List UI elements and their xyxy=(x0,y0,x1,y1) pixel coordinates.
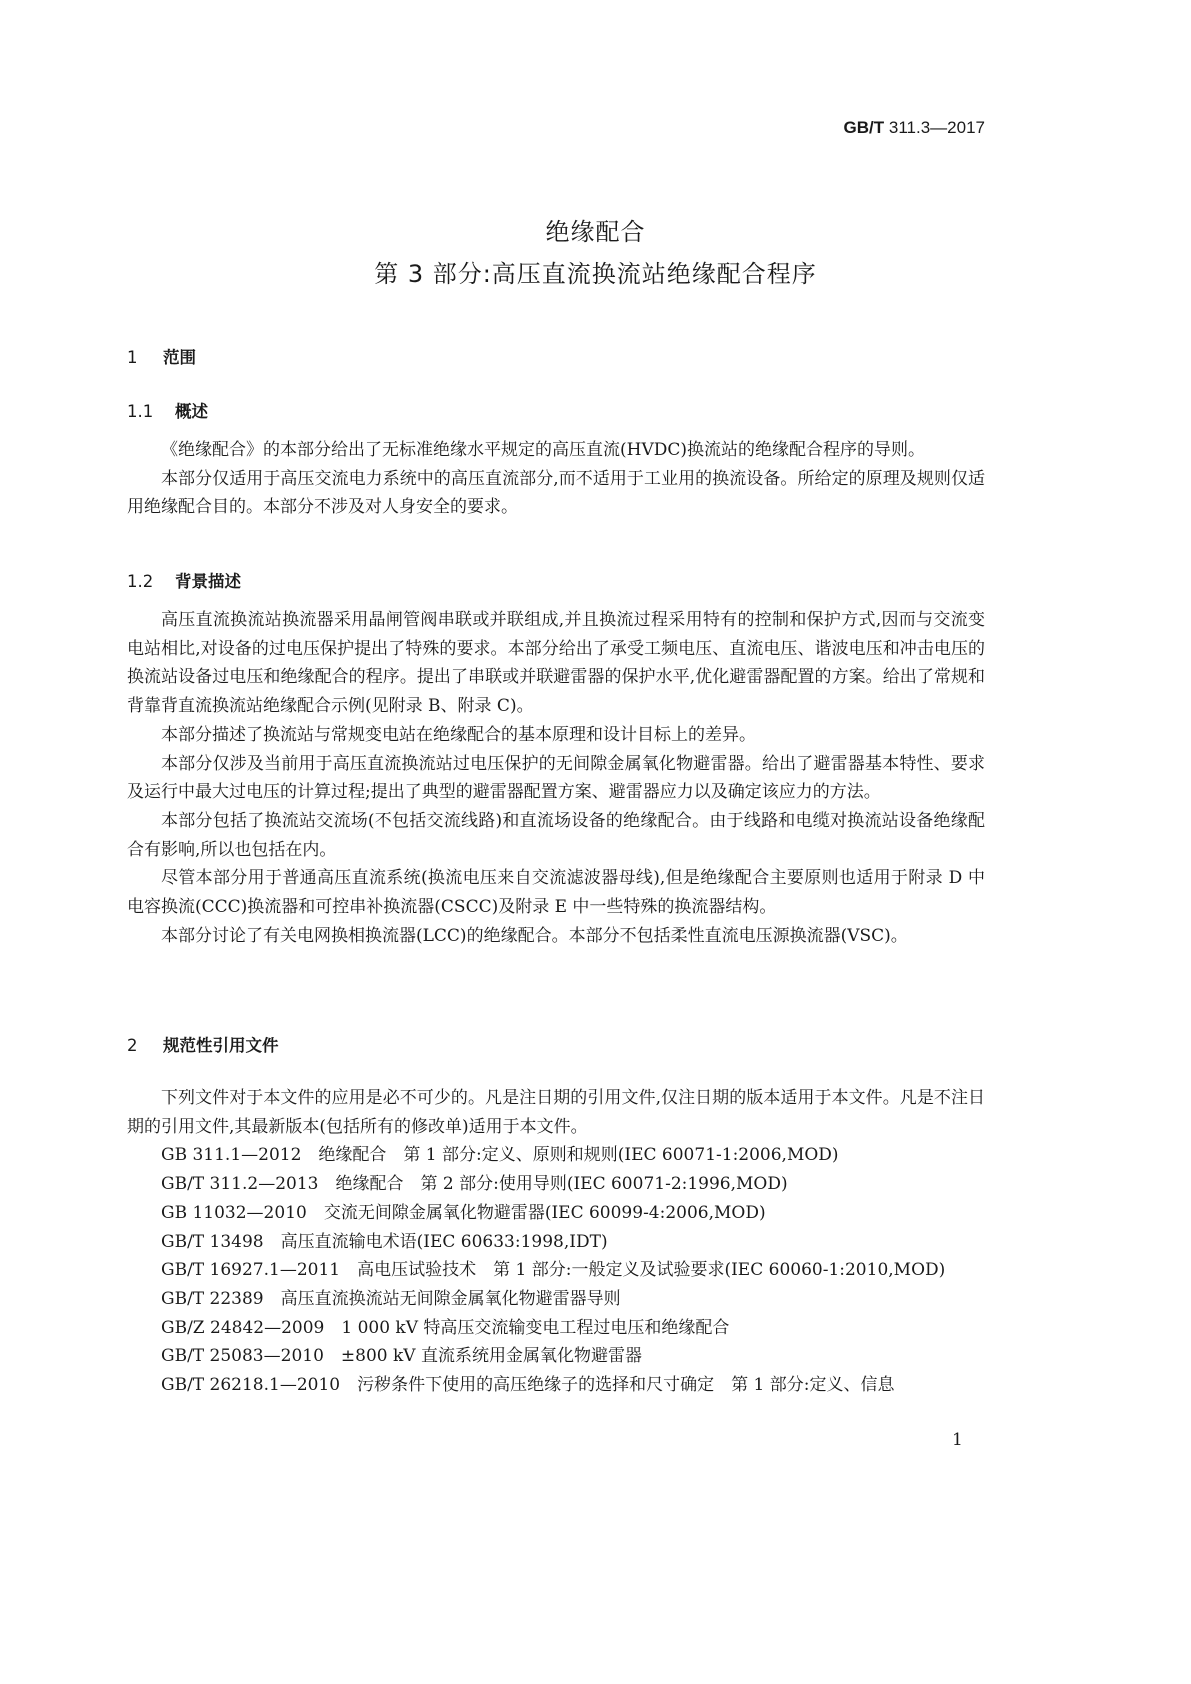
paragraph: 下列文件对于本文件的应用是必不可少的。凡是注日期的引用文件,仅注日期的版本适用于本文件。凡是不注日期的引用文件,其最新版本(包括所有的修改单)适用于本文件。 xyxy=(127,1088,985,1137)
reference-item: GB/T 25083—2010 ±800 kV 直流系统用金属氧化物避雷器 xyxy=(161,1346,642,1367)
section-1-1-body xyxy=(127,436,985,522)
reference-item: GB/Z 24842—2009 1 000 kV 特高压交流输变电工程过电压和绝缘配合 xyxy=(161,1317,730,1338)
reference-item: GB/T 26218.1—2010 污秽条件下使用的高压绝缘子的选择和尺寸确定 第 1 部分:定义、信息 xyxy=(161,1375,895,1396)
heading-title: 规范性引用文件 xyxy=(163,1036,279,1055)
standard-number xyxy=(844,118,985,138)
reference-item: GB/T 16927.1—2011 高电压试验技术 第 1 部分:一般定义及试验要求(IEC 60060-1:2010,MOD) xyxy=(161,1260,946,1281)
heading-title: 背景描述 xyxy=(175,572,241,591)
standard-prefix: GB/T xyxy=(843,118,885,137)
heading-1-1 xyxy=(127,398,208,422)
section-2-body xyxy=(127,1084,985,1400)
heading-title: 概述 xyxy=(175,402,208,421)
standard-code: 311.3—2017 xyxy=(888,118,985,137)
doc-title-line2: 第 3 部分:高压直流换流站绝缘配合程序 xyxy=(374,260,817,288)
heading-number: 1 xyxy=(127,348,138,367)
reference-item: GB/T 311.2—2013 绝缘配合 第 2 部分:使用导则(IEC 60071-2:1996,MOD) xyxy=(161,1174,788,1195)
heading-number: 2 xyxy=(127,1036,138,1055)
paragraph: 本部分仅适用于高压交流电力系统中的高压直流部分,而不适用于工业用的换流设备。所给定的原理及规则仅适用绝缘配合目的。本部分不涉及对人身安全的要求。 xyxy=(127,468,985,518)
heading-title: 范围 xyxy=(163,348,196,367)
doc-title-line1: 绝缘配合 xyxy=(545,218,646,246)
paragraph: 高压直流换流站换流器采用晶闸管阀串联或并联组成,并且换流过程采用特有的控制和保护方式,因而与交流变电站相比,对设备的过电压保护提出了特殊的要求。本部分给出了承受工频电压、直流电压、谐波电压和冲击电压的换流站设备过电压和绝缘配合的程序。提出了串联或并联避雷器的保护水平,优化避雷器配置的方案。给出了常规和背靠背直流换流站绝缘配合示例(见附录 B、附录 C)。 xyxy=(127,610,985,717)
paragraph: 本部分仅涉及当前用于高压直流换流站过电压保护的无间隙金属氧化物避雷器。给出了避雷器基本特性、要求及运行中最大过电压的计算过程;提出了典型的避雷器配置方案、避雷器应力以及确定该应力的方法。 xyxy=(127,753,985,803)
section-1-2-body xyxy=(127,606,985,950)
heading-number: 1.2 xyxy=(127,572,154,591)
paragraph: 本部分讨论了有关电网换相换流器(LCC)的绝缘配合。本部分不包括柔性直流电压源换流器(VSC)。 xyxy=(161,925,908,946)
reference-item: GB 11032—2010 交流无间隙金属氧化物避雷器(IEC 60099-4:2006,MOD) xyxy=(161,1202,766,1223)
reference-item: GB/T 22389 高压直流换流站无间隙金属氧化物避雷器导则 xyxy=(161,1288,621,1309)
reference-item: GB/T 13498 高压直流输电术语(IEC 60633:1998,IDT) xyxy=(161,1231,608,1252)
paragraph: 《绝缘配合》的本部分给出了无标准绝缘水平规定的高压直流(HVDC)换流站的绝缘配合程序的导则。 xyxy=(161,440,926,460)
paragraph: 本部分描述了换流站与常规变电站在绝缘配合的基本原理和设计目标上的差异。 xyxy=(161,724,756,745)
heading-1-2 xyxy=(127,568,241,592)
heading-number: 1.1 xyxy=(127,402,154,421)
heading-1 xyxy=(127,344,196,368)
paragraph: 本部分包括了换流站交流场(不包括交流线路)和直流场设备的绝缘配合。由于线路和电缆对换流站设备绝缘配合有影响,所以也包括在内。 xyxy=(127,810,985,860)
page-number: 1 xyxy=(952,1430,963,1450)
reference-item: GB 311.1—2012 绝缘配合 第 1 部分:定义、原则和规则(IEC 60071-1:2006,MOD) xyxy=(161,1145,839,1166)
heading-2 xyxy=(127,1032,279,1056)
paragraph: 尽管本部分用于普通高压直流系统(换流电压来自交流滤波器母线),但是绝缘配合主要原则也适用于附录 D 中电容换流(CCC)换流器和可控串补换流器(CSCC)及附录 E 中一些特殊的换流器结构。 xyxy=(127,868,985,918)
